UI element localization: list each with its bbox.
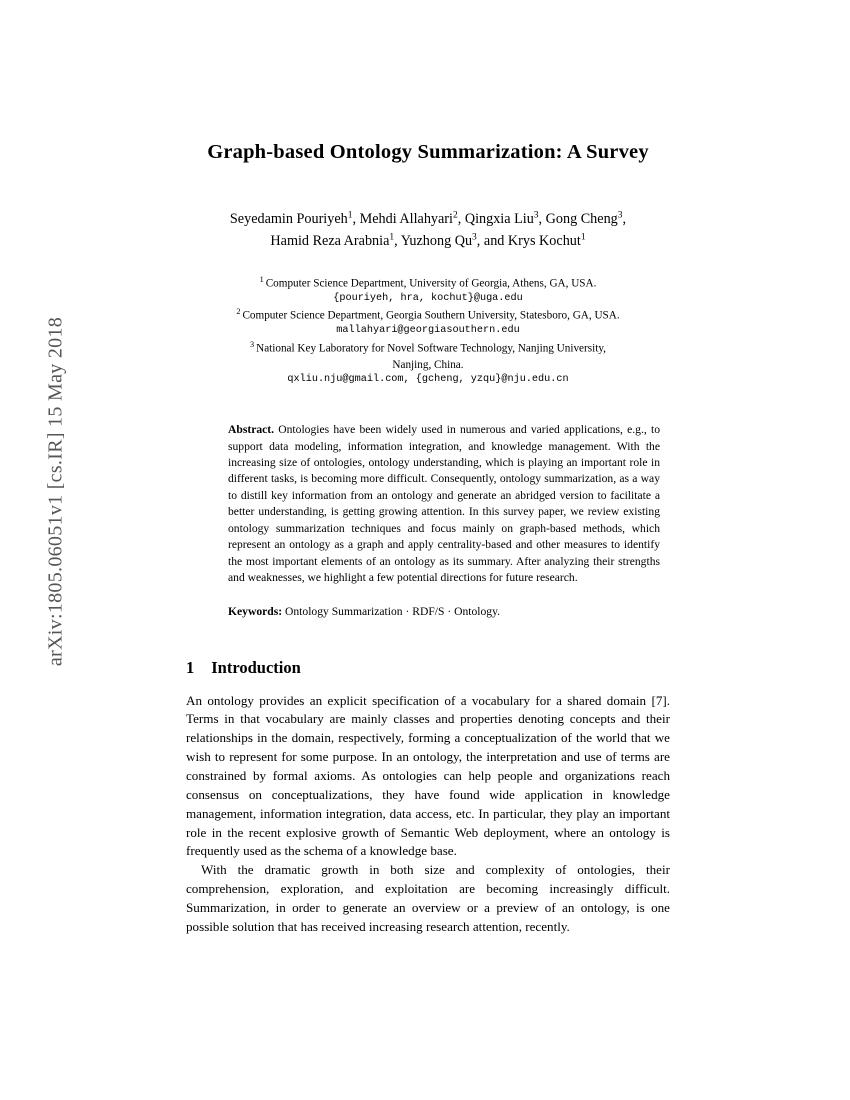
affiliation-list [186,274,670,388]
section-heading-introduction [186,658,670,678]
author-name: Mehdi Allahyari [359,210,453,227]
affiliation-3-email[interactable]: qxliu.nju@gmail.com, {gcheng, yzqu}@nju.edu.cn [287,374,569,386]
author-name: and Krys Kochut [483,232,581,249]
abstract-text: Ontologies have been widely used in numerous and varied applications, e.g., to support data modeling, information integration, and knowledge management. With the increasing size of ontologies, ontology understanding, which is playing an important role in different tasks, is becoming more difficult. Consequently, ontology summarization, as a way to distill key information from an ontology and generate an abridged version to facilitate a better understanding, is getting growing attention. In this survey paper, we review existing ontology summarization techniques and focus mainly on graph-based methods, which represent an ontology as a graph and apply centrality-based and other measures to identify the most important elements of an ontology as its summary. After analyzing their strengths and weaknesses, we highlight a few potential directions for future research. [228,423,660,585]
author-name: Qingxia Liu [464,210,534,227]
author-affiliation-marker: 2 [452,209,458,220]
author-line-1: Seyedamin Pouriyeh$^1$, Mehdi Allahyari$^2$, Qingxia Liu$^3$, Gong Cheng$^3$, [229,209,627,227]
author-name: Seyedamin Pouriyeh [229,210,348,227]
author-affiliation-marker: 1 [347,209,353,220]
introduction-body [186,692,670,937]
paragraph: An ontology provides an explicit specification of a vocabulary for a shared domain [7]. Terms in that vocabulary are mainly classes and properties denoting concepts and their relationships in the domain, respectively, forming a conceptualization of the world that we wish to represent for some purpose. In an ontology, the interpretation and use of terms are constrained by formal axioms. As ontologies can help people and organizations reach consensus on conceptualizations, they have found wide application in knowledge management, information integration, data access, etc. In particular, they play an important role in the recent explosive growth of Semantic Web deployment, where an ontology is frequently used as the schema of a knowledge base. [186,692,670,859]
abstract-label: Abstract. [228,423,275,437]
affiliation-text: Computer Science Department, Georgia Southern University, Statesboro, GA, USA. [242,310,620,323]
author-name: Hamid Reza Arabnia [270,232,390,249]
arxiv-identifier-stamp: arXiv:1805.06051v1 [cs.IR] 15 May 2018 [44,316,67,667]
affiliation-1 [186,274,670,292]
affiliation-3-line2: Nanjing, China. [392,359,464,372]
author-affiliation-marker: 3 [617,209,623,220]
page-title: Graph-based Ontology Summarization: A Survey [207,141,649,163]
abstract-block [228,422,660,587]
paragraph: With the dramatic growth in both size and complexity of ontologies, their comprehension, exploration, and exploitation are becoming increasingly difficult. Summarization, in order to generate an overview or a preview of an ontology, is one possible solution that has received increasing research attention, recently. [186,862,670,934]
affiliation-text: Computer Science Department, University of Georgia, Athens, GA, USA. [265,277,597,290]
author-affiliation-marker: 3 [472,231,477,242]
affiliation-2 [186,306,670,324]
affiliation-1-email[interactable]: {pouriyeh, hra, kochut}@uga.edu [333,292,523,304]
author-name: Gong Cheng [545,210,618,227]
section-number: 1 [186,657,195,677]
author-affiliation-marker: 3 [533,209,539,220]
author-affiliation-marker: 1 [580,231,586,242]
keywords-label: Keywords: [228,604,283,618]
section-title: Introduction [211,657,301,677]
affiliation-2-email[interactable]: mallahyari@georgiasouthern.edu [336,325,520,337]
affiliation-text: National Key Laboratory for Novel Software Technology, Nanjing University, [256,342,606,355]
author-line-2: Hamid Reza Arabnia$^1$, Yuzhong Qu$^3$, and Krys Kochut$^1$ [270,231,586,249]
paper-content [186,140,670,937]
affiliation-marker: 1 [259,274,264,284]
affiliation-3 [186,339,670,357]
affiliation-marker: 2 [236,307,241,317]
author-list [186,208,670,252]
author-affiliation-marker: 1 [389,231,395,242]
keywords-text: Ontology Summarization · RDF/S · Ontology. [285,604,501,618]
affiliation-marker: 3 [250,340,255,350]
author-name: Yuzhong Qu [400,232,473,249]
keywords-block [228,605,660,618]
